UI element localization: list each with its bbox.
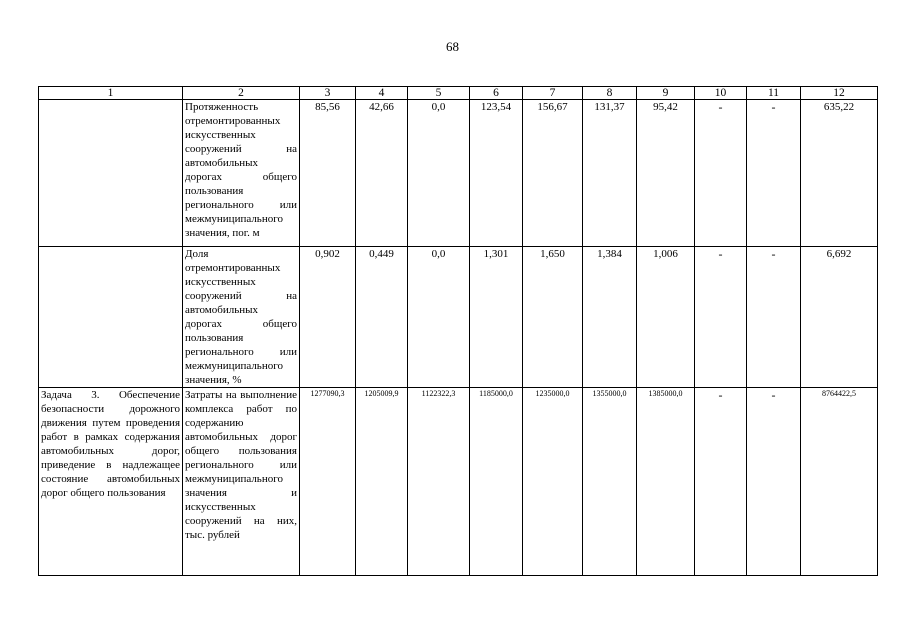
header-cell: 11 [747,87,801,100]
total-cell: 6,692 [801,247,878,388]
task-cell [39,247,183,388]
value-cell: 1,006 [637,247,695,388]
value-cell: - [695,100,747,247]
header-cell: 7 [523,87,583,100]
value-cell: 42,66 [356,100,408,247]
value-cell: - [695,388,747,576]
value-cell: 1277090,3 [300,388,356,576]
value-cell: 0,0 [408,247,470,388]
value-cell: 95,42 [637,100,695,247]
value-cell: 123,54 [470,100,523,247]
header-cell: 4 [356,87,408,100]
indicator-cell: Доля отремонтированных искусственных сооружений на автомобильных дорогах общего пользования регионального или межмуниципального значения, % [183,247,300,388]
header-cell: 2 [183,87,300,100]
value-cell: 1122322,3 [408,388,470,576]
value-cell: 1355000,0 [583,388,637,576]
table-header-row [39,87,878,100]
value-cell: 85,56 [300,100,356,247]
task-cell: Задача 3. Обеспечение безопасности дорожного движения путем проведения работ в рамках содержания автомобильных дорог, приведение в надлежащее состояние автомобильных дорог общего пользования [39,388,183,576]
header-cell: 5 [408,87,470,100]
table-row [39,388,878,576]
page-number: 68 [446,39,459,54]
table-row [39,247,878,388]
value-cell: - [695,247,747,388]
indicator-cell: Протяженность отремонтированных искусственных сооружений на автомобильных дорогах общего пользования регионального или межмуниципального значения, пог. м [183,100,300,247]
value-cell: 1185000,0 [470,388,523,576]
total-cell: 635,22 [801,100,878,247]
value-cell: - [747,100,801,247]
value-cell: 0,902 [300,247,356,388]
value-cell: 1385000,0 [637,388,695,576]
value-cell: 1,650 [523,247,583,388]
header-cell: 6 [470,87,523,100]
value-cell: 131,37 [583,100,637,247]
header-cell: 8 [583,87,637,100]
header-cell: 10 [695,87,747,100]
value-cell: 1235000,0 [523,388,583,576]
value-cell: 0,449 [356,247,408,388]
value-cell: 1,384 [583,247,637,388]
indicator-cell: Затраты на выполнение комплекса работ по содержанию автомобильных дорог общего пользования регионального или межмуниципального значения и искусственных сооружений на них, тыс. рублей [183,388,300,576]
value-cell: 156,67 [523,100,583,247]
value-cell: 1205009,9 [356,388,408,576]
header-cell: 12 [801,87,878,100]
indicators-table [38,86,878,576]
task-cell [39,100,183,247]
value-cell: 1,301 [470,247,523,388]
total-cell: 8764422,5 [801,388,878,576]
value-cell: - [747,247,801,388]
header-cell: 3 [300,87,356,100]
header-cell: 9 [637,87,695,100]
value-cell: 0,0 [408,100,470,247]
value-cell: - [747,388,801,576]
header-cell: 1 [39,87,183,100]
table-row [39,100,878,247]
